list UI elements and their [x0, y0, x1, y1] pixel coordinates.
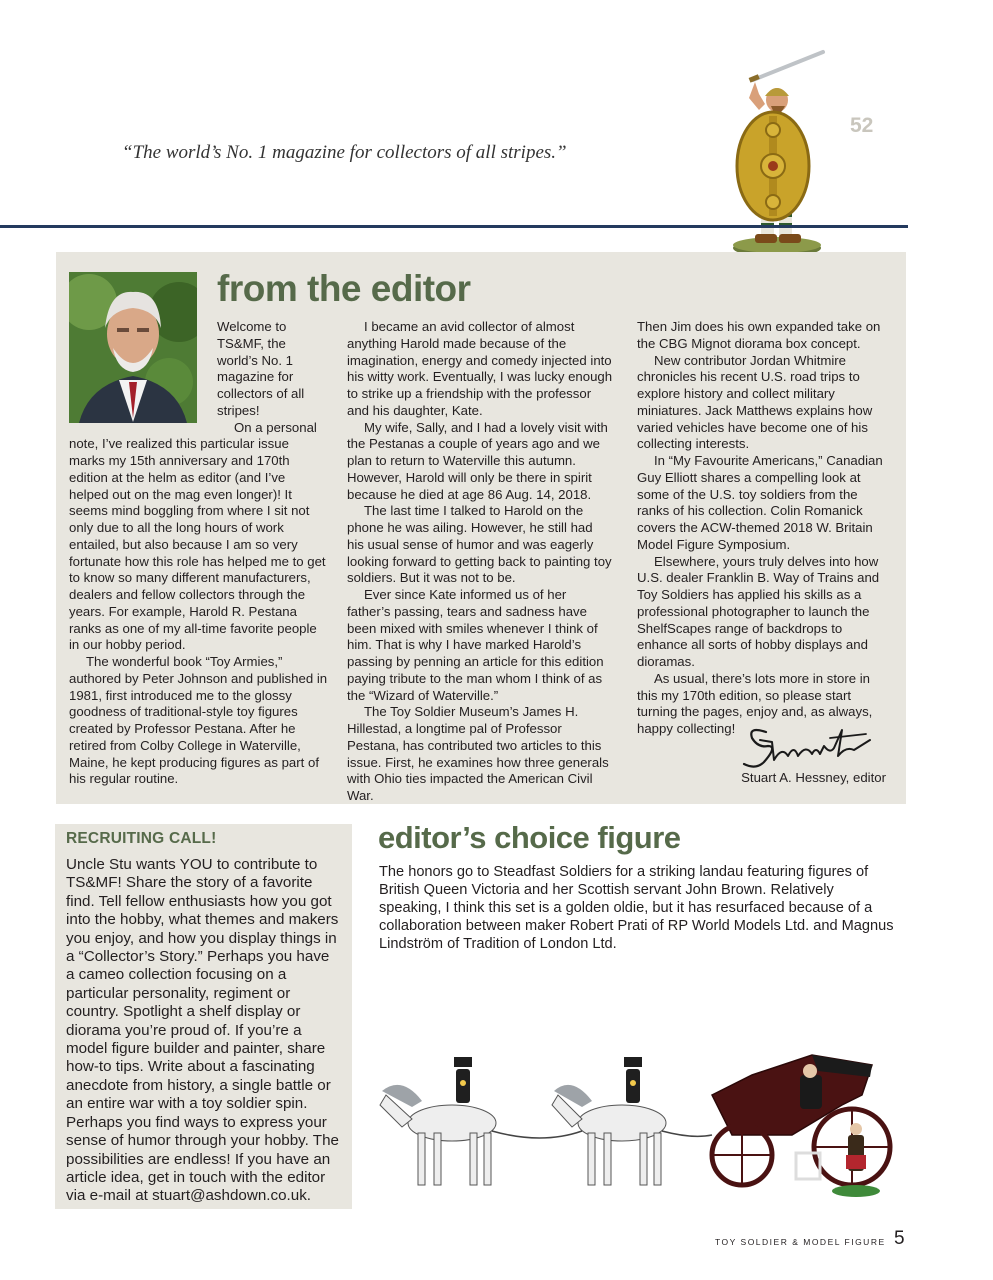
editor-paragraph: The last time I talked to Harold on the phone he was ailing. However, he still had his usual sense of humor and was eagerly looking forward to getting back to painting toy soldiers. But it was not to be.: [347, 503, 612, 586]
editor-paragraph: Ever since Kate informed us of her father’s passing, tears and sadness have been mixed with smiles whenever I think of him. That is why I have marked Harold’s passing by penning an article for this edition paying tribute to the man whom I think of as the “Wizard of Waterville.”: [347, 587, 604, 703]
editor-paragraph: The Toy Soldier Museum’s James H. Hillestad, a longtime pal of Professor Pestana, has contributed two articles to this issue. First, he examines how three generals with Ohio ties impacted the American Civil War.: [347, 704, 609, 803]
recruiting-text: Uncle Stu wants YOU to contribute to TS&MF! Share the story of a favorite find. Tell fellow enthusiasts how you got into the hobby, what themes and makers you enjoy, and how you display things in a “Collector’s Story.” Perhaps you have a cameo collection focusing on a particular personality, regiment or country. Spotlight a shelf display or diorama you’re proud of. If you’re a model figure builder and painter, share how-to tips. Write about a fascinating anecdote from history, a single battle or an entire war with a toy soldier spin. Perhaps you find ways to express your sense of humor through your hobby. The possibilities are endless! If you have an article idea, get in touch with the editor via e-mail at stuart@ashdown.co.uk.: [66, 856, 339, 1205]
choice-text: The honors go to Steadfast Soldiers for a striking landau featuring figures of British Queen Victoria and her Scottish servant John Brown. Relatively speaking, I think this set is a golden oldie, but it has resurfaced because of a collaboration between maker Robert Prati of RP World Models Ltd. and Magnus Lindström of Tradition of London Ltd.: [379, 864, 894, 952]
editor-column-2: [347, 319, 613, 805]
editor-paragraph: I became an avid collector of almost anything Harold made because of the imagination, energy and comedy injected into his witty work. Eventually, I was lucky enough to strike up a friendship with the professor and his daughter, Kate.: [347, 319, 613, 418]
editor-paragraph: Elsewhere, yours truly delves into how U.S. dealer Franklin B. Way of Trains and Toy Soldiers has applied his skills as a professional photographer to launch the ShelfScapes range of backdrops to enhance all sorts of hobby displays and dioramas.: [637, 553, 880, 669]
editor-paragraph: As usual, there’s lots more in store in this my 170th edition, so please start turning the pages, enjoy and, as always, happy collecting!: [637, 670, 873, 736]
header-rule: [0, 225, 908, 228]
editor-paragraph: New contributor Jordan Whitmire chronicles his recent U.S. road trips to explore history and collect military miniatures. Jack Matthews explains how varied vehicles have become one of his collecting interests.: [637, 352, 873, 452]
editor-byline: Stuart A. Hessney, editor: [741, 770, 886, 785]
issue-number: 52: [850, 114, 874, 137]
editor-paragraph: My wife, Sally, and I had a lovely visit with the Pestanas a couple of years ago and we plan to return to Waterville this autumn. However, Harold will only be there in spirit because he died at age 86 Aug. 14, 2018.: [347, 419, 608, 502]
editor-paragraph: On a personal note, I’ve realized this particular issue marks my 15th anniversary and 170th edition at the helm as editor (and I’ve helped out on the mag even longer)! It seems mind boggling from where I sit not only due to all the long hours of work entailed, but also because I am so very fortunate how this role has helped me to get to know so many different manufacturers, dealers and fellow collectors through the years. For example, Harold R. Pestana ranks as one of my all-time favorite people in our hobby period.: [69, 419, 326, 653]
page-number: 5: [894, 1228, 905, 1249]
magazine-name-footer: TOY SOLDIER & MODEL FIGURE: [715, 1237, 886, 1247]
landau-carriage-figure: [372, 1035, 912, 1205]
editor-column-1: [69, 319, 328, 788]
gaul-warrior-figure: [715, 48, 835, 263]
choice-section-title: editor’s choice figure: [378, 820, 681, 855]
editor-paragraph: The wonderful book “Toy Armies,” authored by Peter Johnson and published in 1981, first introduced me to the glossy goodness of traditional-style toy figures created by Professor Pestana. After he retired from Colby College in Waterville, Maine, he kept producing figures as part of his regular routine.: [69, 654, 328, 787]
photo-wrap-space: [69, 319, 217, 431]
editor-column-3: [637, 319, 889, 738]
editor-paragraph: In “My Favourite Americans,” Canadian Guy Elliott shares a compelling look at some of the U.S. toy soldiers from the ranks of his collection. Colin Romanick covers the ACW-themed 2018 W. Britain Model Figure Symposium.: [637, 453, 883, 552]
editor-signature: [738, 716, 878, 774]
magazine-tagline: “The world’s No. 1 magazine for collectors of all stripes.”: [122, 142, 567, 163]
recruiting-title: RECRUITING CALL!: [66, 830, 217, 847]
editor-section-title: from the editor: [217, 268, 471, 309]
editor-paragraph: Welcome to TS&MF, the world’s No. 1 magazine for collectors of all stripes!: [217, 319, 305, 418]
editor-paragraph: Then Jim does his own expanded take on the CBG Mignot diorama box concept.: [637, 319, 881, 351]
